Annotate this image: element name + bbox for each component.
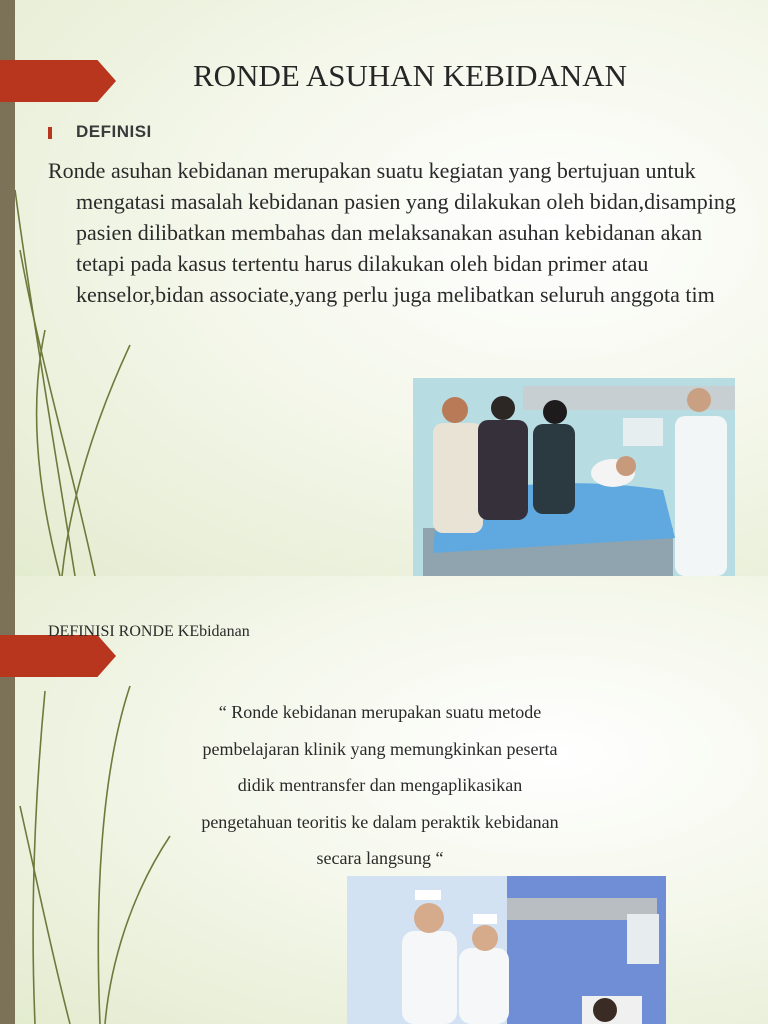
bullet-heading-text: DEFINISI: [76, 122, 152, 141]
nurses-illustration: [347, 876, 666, 1024]
slide-title: RONDE ASUHAN KEBIDANAN: [193, 58, 627, 93]
quote-line: didik mentransfer dan mengaplikasikan: [237, 775, 523, 795]
deco-curve: [37, 330, 60, 576]
nurses-photo: [347, 876, 666, 1024]
deco-curve: [20, 806, 70, 1024]
deco-curve: [98, 686, 130, 1024]
deco-curve: [33, 691, 45, 1024]
accent-arrow: [0, 60, 116, 102]
bullet-heading: [48, 122, 152, 142]
slide-2: [0, 576, 768, 1024]
quote-line: “ Ronde kebidanan merupakan suatu metode: [218, 702, 542, 722]
bullet-marker-icon: [48, 127, 52, 139]
quote-line: pengetahuan teoritis ke dalam peraktik kebidanan: [201, 811, 559, 832]
deco-curve: [62, 345, 130, 576]
slide-title: DEFINISI RONDE KEbidanan: [48, 623, 250, 640]
ward-round-photo: [413, 378, 735, 576]
quote-line: pembelajaran klinik yang memungkinkan peserta: [202, 738, 558, 759]
quote-block: [140, 694, 620, 877]
ward-round-illustration: [413, 378, 735, 576]
quote-line: secara langsung “: [316, 848, 444, 868]
accent-arrow: [0, 635, 116, 677]
definition-paragraph: Ronde asuhan kebidanan merupakan suatu kegiatan yang bertujuan untuk mengatasi masalah kebidanan pasien yang dilakukan oleh bidan,disamping pasien dilibatkan membahas dan melaksanakan asuhan kebidanan akan tetapi pada kasus tertentu harus dilakukan oleh bidan primer atau kenselor,bidan associate,yang perlu juga melibatkan seluruh anggota tim: [48, 158, 736, 307]
